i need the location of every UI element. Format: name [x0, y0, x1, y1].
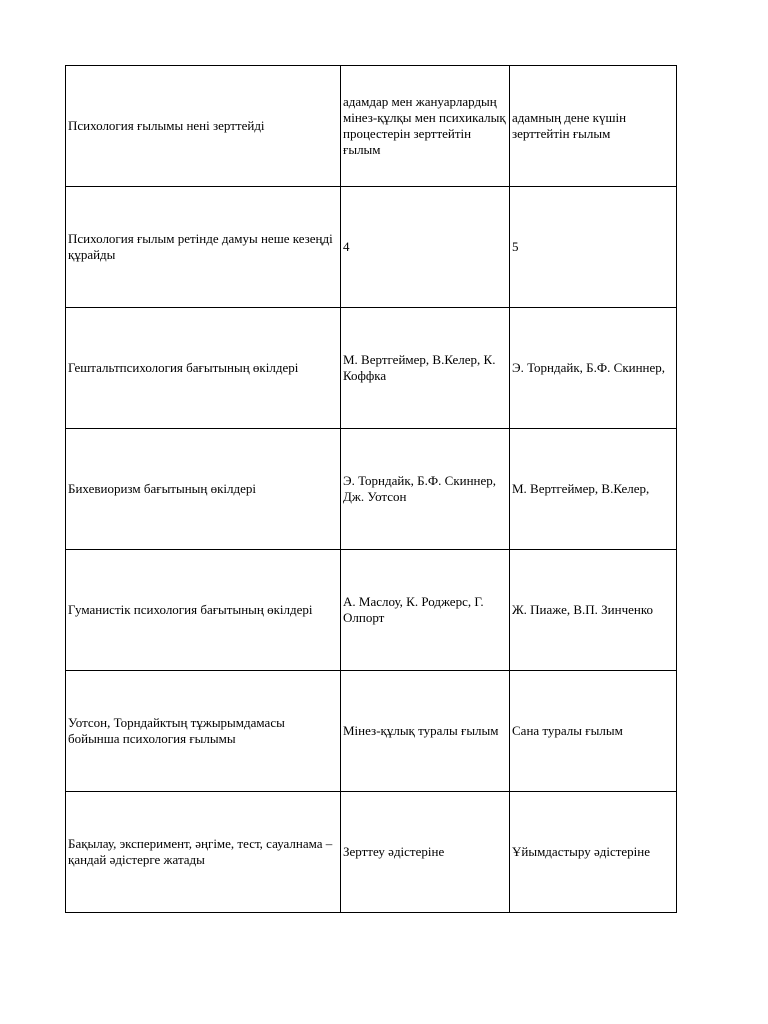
- answer-b-cell: адамның дене күшін зерттейтін ғылым: [510, 66, 677, 187]
- table-row: [66, 671, 677, 792]
- question-cell: Гештальтпсихология бағытының өкілдері: [66, 308, 341, 429]
- answer-a-cell: адамдар мен жануарлардың мінез-құлқы мен психикалық процестерін зерттейтін ғылым: [341, 66, 510, 187]
- answer-a-cell: М. Вертгеймер, В.Келер, К. Коффка: [341, 308, 510, 429]
- answer-b-cell: Э. Торндайк, Б.Ф. Скиннер,: [510, 308, 677, 429]
- table-row: [66, 66, 677, 187]
- question-cell: Психология ғылымы нені зерттейді: [66, 66, 341, 187]
- answer-a-cell: Мінез-құлық туралы ғылым: [341, 671, 510, 792]
- answer-b-cell: Ұйымдастыру әдістеріне: [510, 792, 677, 913]
- table-row: [66, 429, 677, 550]
- answer-b-cell: Сана туралы ғылым: [510, 671, 677, 792]
- question-cell: Бихевиоризм бағытының өкілдері: [66, 429, 341, 550]
- answer-b-cell: Ж. Пиаже, В.П. Зинченко: [510, 550, 677, 671]
- answer-a-cell: Зерттеу әдістеріне: [341, 792, 510, 913]
- quiz-table: [65, 65, 677, 913]
- answer-b-cell: М. Вертгеймер, В.Келер,: [510, 429, 677, 550]
- table-row: [66, 550, 677, 671]
- answer-b-cell: 5: [510, 187, 677, 308]
- question-cell: Гуманистік психология бағытының өкілдері: [66, 550, 341, 671]
- question-cell: Уотсон, Торндайктың тұжырымдамасы бойынша психология ғылымы: [66, 671, 341, 792]
- table-row: [66, 308, 677, 429]
- answer-a-cell: Э. Торндайк, Б.Ф. Скиннер, Дж. Уотсон: [341, 429, 510, 550]
- answer-a-cell: А. Маслоу, К. Роджерс, Г. Олпорт: [341, 550, 510, 671]
- answer-a-cell: 4: [341, 187, 510, 308]
- question-cell: Бақылау, эксперимент, әңгіме, тест, сауалнама – қандай әдістерге жатады: [66, 792, 341, 913]
- table-row: [66, 187, 677, 308]
- question-cell: Психология ғылым ретінде дамуы неше кезеңді құрайды: [66, 187, 341, 308]
- table-row: [66, 792, 677, 913]
